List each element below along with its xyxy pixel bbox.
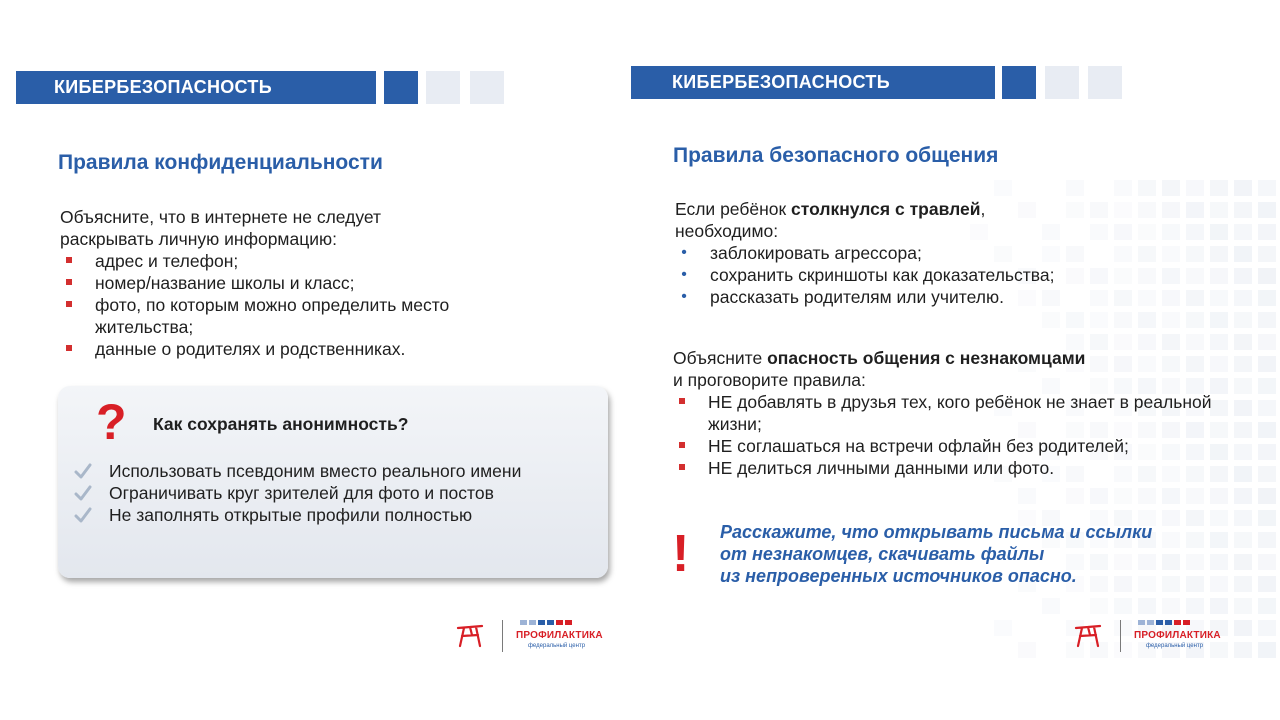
logo-subtitle: федеральный центр	[1146, 643, 1204, 649]
bullying-intro: Если ребёнок столкнулся с травлей,	[675, 199, 986, 219]
header-square-light	[426, 71, 460, 104]
red-square-bullet-icon	[62, 294, 76, 307]
header-bar	[16, 71, 376, 104]
list-item: НЕ добавлять в друзья тех, кого ребёнок не знает в реальной жизни;	[673, 391, 1218, 435]
card-title: Как сохранять анонимность?	[153, 414, 409, 434]
list-item: Ограничивать круг зрителей для фото и постов	[74, 482, 594, 504]
logo-divider	[502, 620, 503, 652]
strangers-intro-line2: и проговорите правила:	[673, 370, 866, 390]
list-item: Не заполнять открытые профили полностью	[74, 504, 594, 526]
logo	[1074, 620, 1234, 654]
red-square-bullet-icon	[62, 338, 76, 351]
header-title: КИБЕРБЕЗОПАСНОСТЬ	[672, 72, 890, 92]
blue-dot-bullet-icon: •	[681, 266, 687, 283]
list-item: НЕ делиться личными данными или фото.	[673, 457, 1243, 479]
logo-subtitle: федеральный центр	[528, 643, 586, 649]
question-mark-icon: ?	[96, 394, 127, 450]
strangers-list	[673, 391, 1243, 479]
header-square-light	[1088, 66, 1122, 99]
header-square-light	[1045, 66, 1079, 99]
checkmark-icon	[74, 484, 92, 502]
header-title: КИБЕРБЕЗОПАСНОСТЬ	[54, 77, 272, 97]
section-title: Правила безопасного общения	[673, 144, 999, 167]
list-item: фото, по которым можно определить место жительства;	[60, 294, 520, 338]
anonymity-list	[74, 460, 594, 526]
list-item: • заблокировать агрессора;	[675, 242, 1235, 264]
privacy-text-block	[60, 206, 620, 360]
slide-communication	[640, 0, 1280, 720]
bullying-list	[675, 242, 1235, 308]
header-square-light	[470, 71, 504, 104]
exclamation-icon: !	[672, 525, 690, 583]
red-square-bullet-icon	[675, 457, 689, 470]
logo-brand: ПРОФИЛАКТИКА	[516, 630, 603, 641]
privacy-list	[60, 250, 520, 360]
blue-dot-bullet-icon: •	[681, 244, 687, 261]
anonymity-card	[58, 386, 608, 578]
list-item: Использовать псевдоним вместо реального имени	[74, 460, 549, 482]
list-item: данные о родителях и родственниках.	[60, 338, 520, 360]
list-item: номер/название школы и класс;	[60, 272, 520, 294]
list-item: адрес и телефон;	[60, 250, 520, 272]
red-square-bullet-icon	[62, 272, 76, 285]
intro-line: раскрывать личную информацию:	[60, 229, 337, 249]
list-item: НЕ соглашаться на встречи офлайн без родителей;	[673, 435, 1243, 457]
checkmark-icon	[74, 462, 92, 480]
bullying-intro-line2: необходимо:	[675, 221, 779, 241]
header-bar	[631, 66, 995, 99]
red-square-bullet-icon	[62, 250, 76, 263]
intro-line: Объясните, что в интернете не следует	[60, 207, 382, 227]
header-square-dark	[384, 71, 418, 104]
list-item: • рассказать родителям или учителю.	[675, 286, 1235, 308]
blue-dot-bullet-icon: •	[681, 288, 687, 305]
section-title: Правила конфиденциальности	[58, 151, 383, 174]
logo-brand: ПРОФИЛАКТИКА	[1134, 630, 1221, 641]
red-square-bullet-icon	[675, 435, 689, 448]
bullying-text-block	[675, 198, 1235, 308]
strangers-intro: Объясните опасность общения с незнакомцами	[673, 348, 1086, 368]
logo	[456, 620, 616, 654]
checkmark-icon	[74, 506, 92, 524]
warning-note: Расскажите, что открывать письма и ссылки от незнакомцев, скачивать файлы из непроверенных источников опасно.	[720, 522, 1153, 586]
red-square-bullet-icon	[675, 391, 689, 404]
list-item: • сохранить скриншоты как доказательства;	[675, 264, 1235, 286]
chair-emblem-icon	[1074, 622, 1104, 648]
chair-emblem-icon	[456, 622, 486, 648]
strangers-text-block	[673, 347, 1243, 479]
header-square-dark	[1002, 66, 1036, 99]
logo-divider	[1120, 620, 1121, 652]
